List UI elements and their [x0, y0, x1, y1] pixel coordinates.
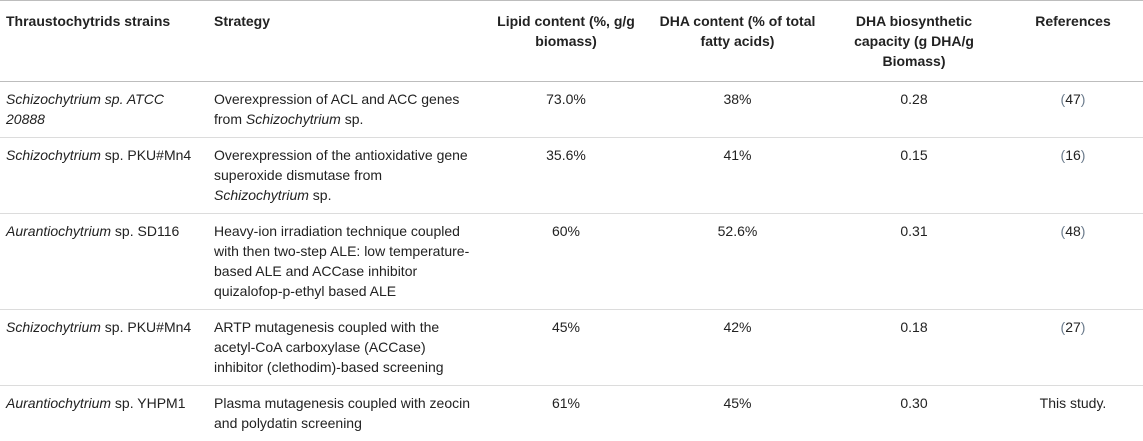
- strain-genus: Aurantiochytrium: [6, 395, 111, 411]
- table-row: [0, 386, 1143, 441]
- strain-rest: sp. YHPM1: [111, 395, 185, 411]
- strain-rest: sp. PKU#Mn4: [101, 319, 191, 335]
- cell-capacity: 0.31: [825, 214, 1003, 310]
- ref-close: ): [1081, 147, 1086, 163]
- ref-text: This study.: [1040, 395, 1107, 411]
- ref-open: (: [1061, 91, 1066, 107]
- ref-open: (: [1061, 223, 1066, 239]
- ref-close: ): [1081, 319, 1086, 335]
- table-row: [0, 138, 1143, 214]
- strategy-text: ARTP mutagenesis coupled with the acetyl-CoA carboxylase (ACCase) inhibitor (clethodim)-based screening: [214, 319, 444, 375]
- cell-capacity: 0.15: [825, 138, 1003, 214]
- ref-close: ): [1081, 91, 1086, 107]
- header-dha-capacity: DHA biosynthetic capacity (g DHA/g Biomass): [825, 1, 1003, 82]
- table-body: [0, 82, 1143, 441]
- table-row: [0, 310, 1143, 386]
- cell-lipid: 35.6%: [482, 138, 650, 214]
- table-row: [0, 82, 1143, 138]
- table-row: [0, 214, 1143, 310]
- ref-link[interactable]: 27: [1065, 319, 1081, 335]
- header-references: References: [1003, 1, 1143, 82]
- cell-strategy: [208, 214, 482, 310]
- cell-strain: [0, 214, 208, 310]
- strategy-text: Overexpression of the antioxidative gene superoxide dismutase from: [214, 147, 468, 183]
- strategy-tail: sp.: [309, 187, 332, 203]
- strain-genus: Schizochytrium: [6, 319, 101, 335]
- ref-link[interactable]: 48: [1065, 223, 1081, 239]
- cell-lipid: 61%: [482, 386, 650, 441]
- strategy-text: Overexpression of ACL and ACC genes from: [214, 91, 459, 127]
- ref-open: (: [1061, 319, 1066, 335]
- cell-reference: [1003, 82, 1143, 138]
- table-header: [0, 1, 1143, 82]
- ref-link[interactable]: 47: [1065, 91, 1081, 107]
- ref-close: ): [1081, 223, 1086, 239]
- header-strategy: Strategy: [208, 1, 482, 82]
- strategy-italic: Schizochytrium: [214, 187, 309, 203]
- strategy-tail: sp.: [341, 111, 364, 127]
- cell-strategy: [208, 386, 482, 441]
- header-lipid-content: Lipid content (%, g/g biomass): [482, 1, 650, 82]
- cell-capacity: 0.28: [825, 82, 1003, 138]
- cell-strategy: [208, 310, 482, 386]
- cell-strain: [0, 138, 208, 214]
- cell-strain: [0, 310, 208, 386]
- strain-rest: sp. PKU#Mn4: [101, 147, 191, 163]
- strain-genus: Schizochytrium sp. ATCC 20888: [6, 91, 164, 127]
- cell-dha: 42%: [650, 310, 825, 386]
- cell-lipid: 73.0%: [482, 82, 650, 138]
- ref-open: (: [1061, 147, 1066, 163]
- cell-lipid: 45%: [482, 310, 650, 386]
- cell-strain: [0, 386, 208, 441]
- cell-lipid: 60%: [482, 214, 650, 310]
- cell-reference: [1003, 214, 1143, 310]
- cell-dha: 45%: [650, 386, 825, 441]
- strain-rest: sp. SD116: [111, 223, 179, 239]
- cell-dha: 41%: [650, 138, 825, 214]
- header-dha-content: DHA content (% of total fatty acids): [650, 1, 825, 82]
- cell-dha: 52.6%: [650, 214, 825, 310]
- strain-genus: Schizochytrium: [6, 147, 101, 163]
- strategy-text: Heavy-ion irradiation technique coupled with then two-step ALE: low temperature-based ALE and ACCase inhibitor quizalofop-p-ethyl based ALE: [214, 223, 469, 299]
- cell-reference: [1003, 138, 1143, 214]
- strategy-italic: Schizochytrium: [246, 111, 341, 127]
- cell-capacity: 0.18: [825, 310, 1003, 386]
- cell-capacity: 0.30: [825, 386, 1003, 441]
- header-row: [0, 1, 1143, 82]
- strategy-text: Plasma mutagenesis coupled with zeocin and polydatin screening: [214, 395, 470, 431]
- cell-strain: [0, 82, 208, 138]
- ref-link[interactable]: 16: [1065, 147, 1081, 163]
- cell-strategy: [208, 82, 482, 138]
- cell-strategy: [208, 138, 482, 214]
- header-strain: Thraustochytrids strains: [0, 1, 208, 82]
- cell-dha: 38%: [650, 82, 825, 138]
- cell-reference: [1003, 386, 1143, 441]
- cell-reference: [1003, 310, 1143, 386]
- strain-genus: Aurantiochytrium: [6, 223, 111, 239]
